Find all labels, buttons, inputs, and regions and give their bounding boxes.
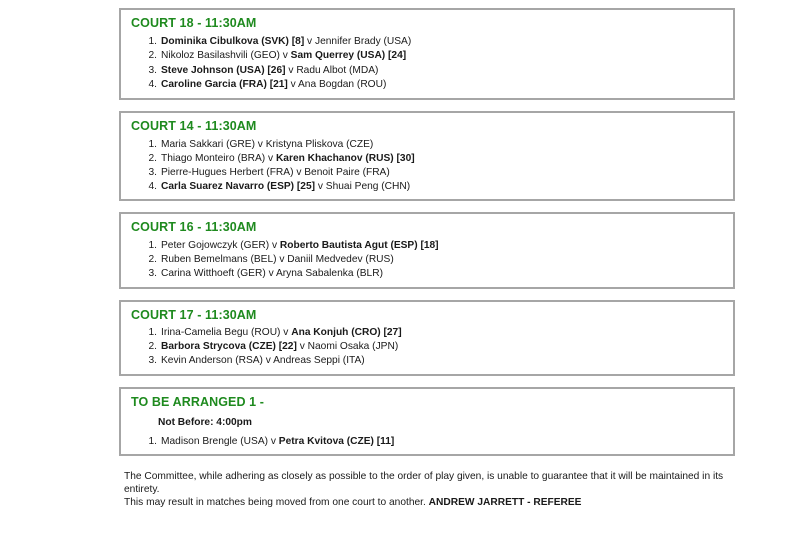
match-row xyxy=(141,240,439,251)
player-2: Andreas Seppi (ITA) xyxy=(273,355,365,366)
match-number: 1. xyxy=(148,436,157,447)
match-row xyxy=(141,65,378,76)
player-1: Maria Sakkari (GRE) xyxy=(161,139,255,150)
versus: v xyxy=(276,254,288,265)
match-row xyxy=(141,436,394,447)
versus: v xyxy=(279,50,291,61)
footer-line-1: The Committee, while adhering as closely as possible to the order of play given, is unable to guarantee that it will be maintained in its entirety. xyxy=(124,471,724,495)
versus: v xyxy=(254,139,266,150)
versus: v xyxy=(304,36,315,47)
player-1: Madison Brengle (USA) xyxy=(161,436,269,447)
match-row xyxy=(141,79,386,90)
player-2: Roberto Bautista Agut (ESP) [18] xyxy=(279,240,439,251)
player-2: Benoit Paire (FRA) xyxy=(304,167,390,178)
player-2: Aryna Sabalenka (BLR) xyxy=(275,268,383,279)
player-1: Kevin Anderson (RSA) xyxy=(161,355,263,366)
court-14-panel xyxy=(119,111,735,201)
player-2: Karen Khachanov (RUS) [30] xyxy=(275,153,415,164)
player-1: Irina-Camelia Begu (ROU) xyxy=(161,327,281,338)
footer-line-2-text: This may result in matches being moved from one court to another. xyxy=(124,497,426,508)
match-row xyxy=(141,139,373,150)
versus: v xyxy=(269,240,280,251)
match-number: 1. xyxy=(148,36,157,47)
court-title: COURT 17 - 11:30AM xyxy=(131,308,257,322)
player-1: Dominika Cibulkova (SVK) [8] xyxy=(161,36,305,47)
match-row xyxy=(141,268,383,279)
court-16-panel xyxy=(119,212,735,289)
player-2: Jennifer Brady (USA) xyxy=(314,36,412,47)
match-number: 2. xyxy=(148,50,157,61)
match-number: 1. xyxy=(148,139,157,150)
match-number: 3. xyxy=(148,65,157,76)
player-1: Pierre-Hugues Herbert (FRA) xyxy=(161,167,294,178)
versus: v xyxy=(285,65,297,76)
player-2: Sam Querrey (USA) [24] xyxy=(290,50,407,61)
player-2: Ana Bogdan (ROU) xyxy=(298,79,387,90)
player-2: Naomi Osaka (JPN) xyxy=(307,341,399,352)
match-number: 1. xyxy=(148,327,157,338)
match-number: 2. xyxy=(148,254,157,265)
player-1: Caroline Garcia (FRA) [21] xyxy=(161,79,288,90)
player-2: Ana Konjuh (CRO) [27] xyxy=(291,327,402,338)
versus: v xyxy=(265,268,276,279)
court-title: COURT 16 - 11:30AM xyxy=(131,220,257,234)
footer-line-2 xyxy=(124,496,744,509)
versus: v xyxy=(265,153,276,164)
court-18-panel xyxy=(119,8,735,100)
referee-name: ANDREW JARRETT - REFEREE xyxy=(428,497,582,508)
match-number: 3. xyxy=(148,355,157,366)
match-row xyxy=(141,50,406,61)
versus: v xyxy=(296,341,308,352)
court-title: TO BE ARRANGED 1 - xyxy=(131,395,265,409)
match-number: 3. xyxy=(148,268,157,279)
versus: v xyxy=(280,327,292,338)
versus: v xyxy=(262,355,274,366)
player-2: Shuai Peng (CHN) xyxy=(325,181,411,192)
versus: v xyxy=(287,79,299,90)
player-2: Petra Kvitova (CZE) [11] xyxy=(278,436,395,447)
player-1: Nikoloz Basilashvili (GEO) xyxy=(161,50,280,61)
player-1: Carina Witthoeft (GER) xyxy=(161,268,266,279)
match-number: 4. xyxy=(148,181,157,192)
match-row xyxy=(141,181,410,192)
versus: v xyxy=(293,167,305,178)
player-2: Kristyna Pliskova (CZE) xyxy=(265,139,374,150)
player-1: Thiago Monteiro (BRA) xyxy=(161,153,266,164)
player-1: Carla Suarez Navarro (ESP) [25] xyxy=(161,181,316,192)
match-number: 4. xyxy=(148,79,157,90)
match-row xyxy=(141,341,398,352)
to-be-arranged-panel xyxy=(119,387,735,456)
match-number: 3. xyxy=(148,167,157,178)
versus: v xyxy=(268,436,279,447)
court-title: COURT 14 - 11:30AM xyxy=(131,119,257,133)
match-row xyxy=(141,167,390,178)
player-1: Steve Johnson (USA) [26] xyxy=(161,65,286,76)
player-1: Barbora Strycova (CZE) [22] xyxy=(161,341,297,352)
match-number: 2. xyxy=(148,341,157,352)
match-row xyxy=(141,153,415,164)
player-1: Ruben Bemelmans (BEL) xyxy=(161,254,277,265)
versus: v xyxy=(315,181,326,192)
player-2: Daniil Medvedev (RUS) xyxy=(287,254,394,265)
not-before-time: Not Before: 4:00pm xyxy=(158,417,252,428)
match-number: 1. xyxy=(148,240,157,251)
match-row xyxy=(141,254,394,265)
match-row xyxy=(141,36,411,47)
player-1: Peter Gojowczyk (GER) xyxy=(161,240,270,251)
player-2: Radu Albot (MDA) xyxy=(296,65,379,76)
match-row xyxy=(141,327,402,338)
match-number: 2. xyxy=(148,153,157,164)
match-row xyxy=(141,355,365,366)
court-17-panel xyxy=(119,300,735,376)
footer-note xyxy=(124,470,744,509)
court-title: COURT 18 - 11:30AM xyxy=(131,16,257,30)
